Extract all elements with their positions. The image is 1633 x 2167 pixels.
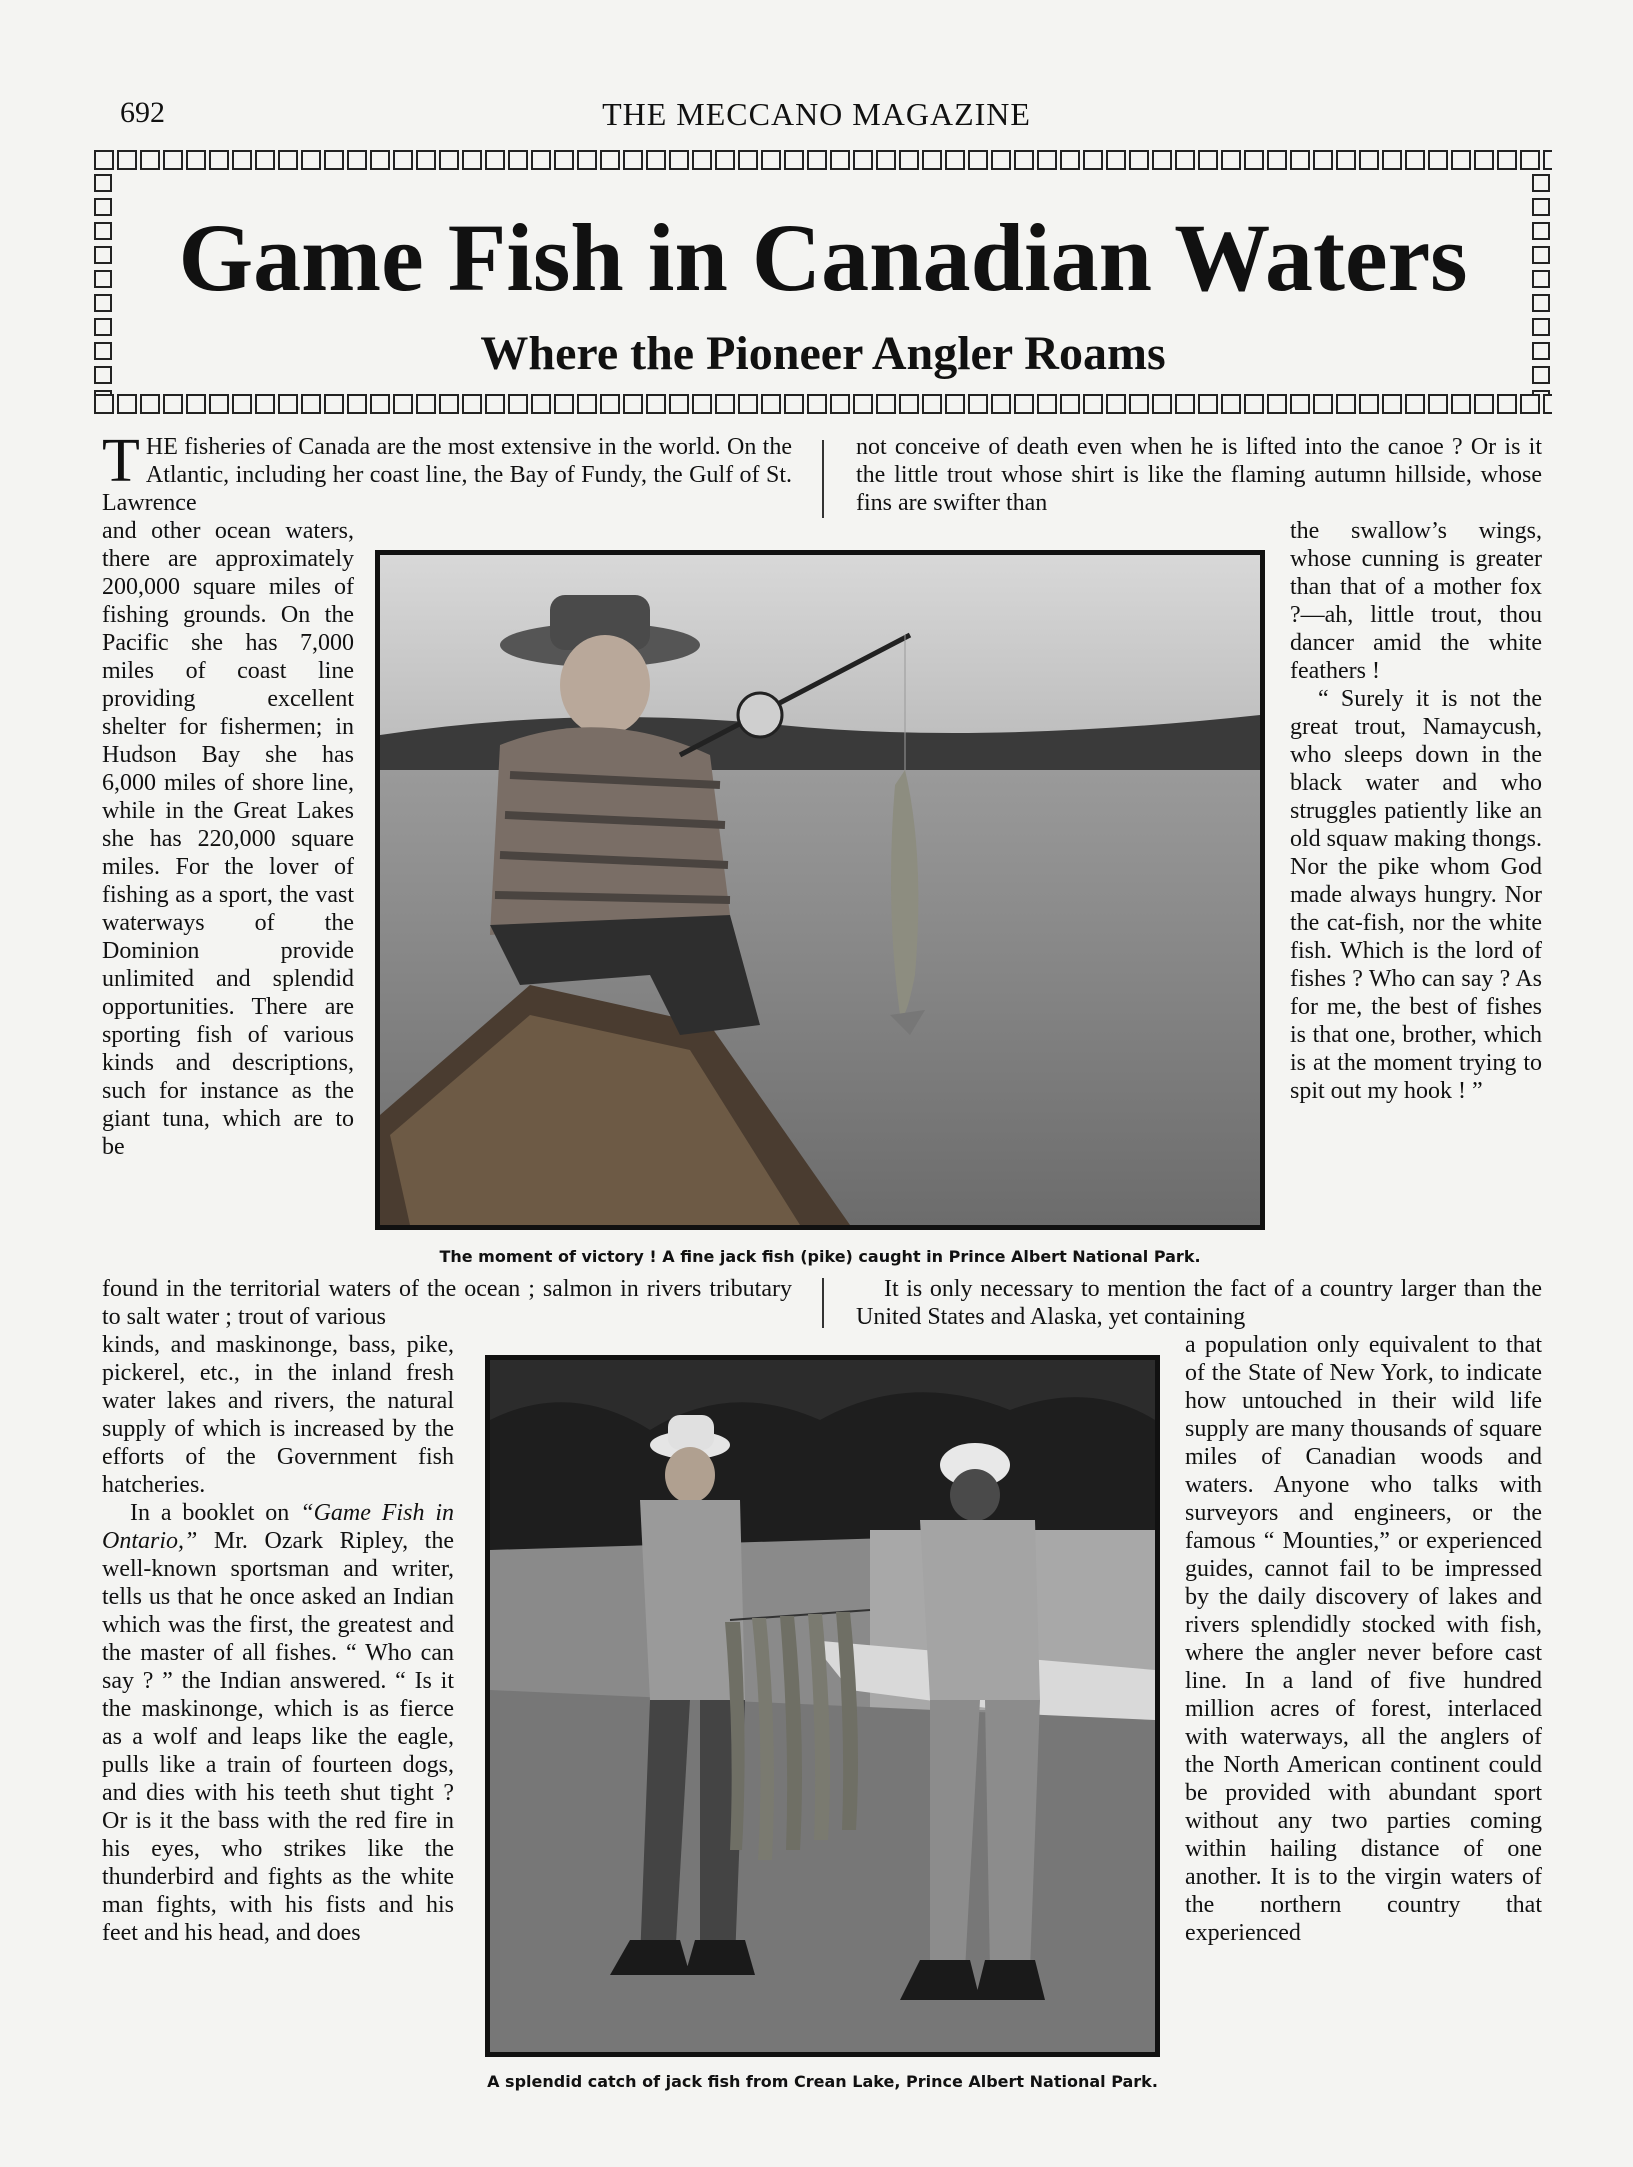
border-square: [1532, 174, 1550, 192]
left-narrow-column: and other ocean waters, there are approximately 200,000 square miles of fishing grounds. On the Pacific she has 7,000 miles of coast line providing excellent shelter for fishermen; in Hudson Bay she has 6,000 miles of shore line, while in the Great Lakes she has 220,000 square miles. For the lover of fishing as a sport, the vast waterways of the Dominion provide unlimited and splendid opportunities. There are sporting fish of various kinds and descriptions, such for instance as the giant tuna, which are to be: [102, 518, 354, 1160]
border-square: [1336, 394, 1356, 414]
border-square: [416, 394, 436, 414]
border-square: [140, 394, 160, 414]
article-title: Game Fish in Canadian Waters: [178, 204, 1468, 311]
border-square: [462, 150, 482, 170]
border-square: [1405, 150, 1425, 170]
border-square: [462, 394, 482, 414]
border-square: [1060, 394, 1080, 414]
border-square: [278, 150, 298, 170]
border-square: [830, 394, 850, 414]
border-square: [1129, 150, 1149, 170]
border-square: [94, 390, 112, 394]
border-square: [1532, 390, 1550, 394]
border-square: [1497, 150, 1517, 170]
border-square: [1198, 150, 1218, 170]
photo-catch-illustration: [490, 1360, 1155, 2052]
square-border-top: [94, 150, 1552, 174]
border-square: [416, 150, 436, 170]
article-subtitle: Where the Pioneer Angler Roams: [480, 327, 1166, 380]
border-square: [1474, 150, 1494, 170]
border-square: [692, 394, 712, 414]
border-square: [347, 394, 367, 414]
border-square: [577, 394, 597, 414]
border-square: [324, 150, 344, 170]
border-square: [1244, 394, 1264, 414]
middle-left-text: found in the territorial waters of the ocean ; salmon in rivers tributary to salt water ; trout of various: [102, 1276, 792, 1330]
right-lower-column: a population only equivalent to that of the State of New York, to indicate how untouched in their wild life supply are many thousands of square miles of Canadian woods and waters. Anyone who talks with surveyors and engineers, or the famous “ Mounties,” or experienced guides, cannot fail to be impressed by the daily discovery of lakes and rivers splendidly stocked with fish, where the angler never before cast line. In a land of five hundred million acres of forest, interlaced with waterways, all the anglers of the North American continent could be provided with abundant sport without any two parties coming within hailing distance of one another. It is to the virgin waters of the northern country that experienced: [1185, 1332, 1542, 1946]
border-square: [600, 150, 620, 170]
border-square: [1083, 394, 1103, 414]
border-square: [1405, 394, 1425, 414]
border-square: [232, 150, 252, 170]
border-square: [669, 150, 689, 170]
border-square: [991, 150, 1011, 170]
border-square: [485, 150, 505, 170]
border-square: [853, 150, 873, 170]
running-head: THE MECCANO MAGAZINE: [602, 96, 1031, 132]
border-square: [715, 394, 735, 414]
border-square: [922, 150, 942, 170]
border-square: [1014, 150, 1034, 170]
border-square: [255, 150, 275, 170]
border-square: [1152, 394, 1172, 414]
border-square: [623, 150, 643, 170]
border-square: [1198, 394, 1218, 414]
border-square: [1083, 150, 1103, 170]
border-square: [1543, 394, 1552, 414]
border-square: [600, 394, 620, 414]
border-square: [1221, 394, 1241, 414]
border-square: [1014, 394, 1034, 414]
border-square: [163, 394, 183, 414]
border-square: [991, 394, 1011, 414]
border-square: [1313, 150, 1333, 170]
border-square: [1175, 394, 1195, 414]
border-square: [1474, 394, 1494, 414]
border-square: [1290, 150, 1310, 170]
border-square: [485, 394, 505, 414]
left-lower-paragraph-2: [102, 1499, 454, 1947]
border-square: [899, 150, 919, 170]
border-square: [1428, 394, 1448, 414]
border-square: [830, 150, 850, 170]
photo-angler-illustration: [380, 555, 1260, 1225]
border-square: [140, 150, 160, 170]
photo-angler-caption: The moment of victory ! A fine jack fish (pike) caught in Prince Albert National Park.: [439, 1247, 1201, 1266]
border-square: [1359, 394, 1379, 414]
left-lower-post: Mr. Ozark Ripley, the well-known sportsman and writer, tells us that he once asked an Indian which was the first, the greatest and the master of all fishes. “ Who can say ? ” the Indian answered. “ Is it the maskinonge, which is as fierce as a wolf and leaps like the eagle, pulls like a train of fourteen dogs, and dies with his teeth shut tight ? Or is it the bass with the red fire in his eyes, who strikes like the thunderbird and fights as the white man fights, with his fists and his feet and his head, and does: [102, 1528, 454, 1946]
border-square: [1152, 150, 1172, 170]
border-square: [807, 394, 827, 414]
border-square: [1037, 394, 1057, 414]
border-square: [1221, 150, 1241, 170]
border-square: [945, 150, 965, 170]
border-square: [968, 150, 988, 170]
intro-right-text: not conceive of death even when he is lifted into the canoe ? Or is it the little trout whose shirt is like the flaming autumn hillside, whose fins are swifter than: [856, 434, 1542, 516]
border-square: [1244, 150, 1264, 170]
border-square: [94, 174, 112, 192]
border-square: [1382, 394, 1402, 414]
middle-right-body: It is only necessary to mention the fact of a country larger than the United States and Alaska, yet containing: [856, 1276, 1542, 1330]
border-square: [646, 394, 666, 414]
border-square: [209, 394, 229, 414]
border-square: [807, 150, 827, 170]
title-box: [94, 150, 1552, 418]
right-narrow-paragraph-1: the swallow’s wings, whose cunning is greater than that of a mother fox ?—ah, little trout, thou dancer amid the white feathers !: [1290, 518, 1542, 684]
border-square: [1382, 150, 1402, 170]
border-square: [692, 150, 712, 170]
border-square: [370, 150, 390, 170]
border-square: [922, 394, 942, 414]
border-square: [324, 394, 344, 414]
border-square: [1106, 394, 1126, 414]
booklet-title: “Game Fish in Ontario,”: [102, 1500, 455, 1554]
border-square: [761, 150, 781, 170]
border-square: [853, 394, 873, 414]
page-number: 692: [120, 96, 165, 129]
border-square: [554, 150, 574, 170]
border-square: [393, 394, 413, 414]
border-square: [669, 394, 689, 414]
border-square: [1175, 150, 1195, 170]
border-square: [209, 150, 229, 170]
border-square: [876, 394, 896, 414]
border-square: [1106, 150, 1126, 170]
border-square: [117, 394, 137, 414]
border-square: [278, 394, 298, 414]
border-square: [715, 150, 735, 170]
border-square: [232, 394, 252, 414]
border-square: [1129, 394, 1149, 414]
photo-jack-fish-catch: [485, 1355, 1160, 2057]
border-square: [1497, 394, 1517, 414]
border-square: [1313, 394, 1333, 414]
border-square: [784, 394, 804, 414]
border-square: [968, 394, 988, 414]
border-square: [186, 394, 206, 414]
square-border-bottom: [94, 394, 1552, 418]
column-divider-middle: [822, 1278, 824, 1328]
border-square: [117, 150, 137, 170]
border-square: [370, 394, 390, 414]
border-square: [508, 394, 528, 414]
border-square: [531, 394, 551, 414]
intro-left-text: [102, 427, 792, 517]
border-square: [554, 394, 574, 414]
border-square: [1267, 394, 1287, 414]
border-square: [761, 394, 781, 414]
border-square: [1543, 150, 1552, 170]
border-square: [1520, 150, 1540, 170]
left-lower-pre: In a booklet on: [130, 1500, 301, 1526]
column-divider-top: [822, 440, 824, 518]
border-square: [876, 150, 896, 170]
border-square: [899, 394, 919, 414]
left-lower-column: [102, 1331, 454, 1947]
border-square: [301, 150, 321, 170]
border-square: [255, 394, 275, 414]
border-square: [738, 394, 758, 414]
border-square: [1037, 150, 1057, 170]
middle-right-text: [856, 1275, 1542, 1331]
border-square: [393, 150, 413, 170]
border-square: [1520, 394, 1540, 414]
border-square: [646, 150, 666, 170]
border-square: [1267, 150, 1287, 170]
border-square: [1060, 150, 1080, 170]
border-square: [577, 150, 597, 170]
border-square: [738, 150, 758, 170]
right-narrow-paragraph-2: “ Surely it is not the great trout, Namaycush, who sleeps down in the black water and who struggles patiently like an old squaw making thongs. Nor the pike whom God made always hungry. Nor the cat-fish, nor the white fish. Which is the lord of fishes ? Who can say ? As for me, the best of fishes is that one, brother, which is at the moment trying to spit out my hook ! ”: [1290, 686, 1542, 1104]
border-square: [623, 394, 643, 414]
right-narrow-column: [1290, 517, 1542, 1105]
border-square: [508, 150, 528, 170]
photo-catch-caption: A splendid catch of jack fish from Crean Lake, Prince Albert National Park.: [487, 2072, 1158, 2091]
border-square: [1428, 150, 1448, 170]
border-square: [439, 394, 459, 414]
border-square: [186, 150, 206, 170]
intro-left-body: HE fisheries of Canada are the most extensive in the world. On the Atlantic, including her coast line, the Bay of Fundy, the Gulf of St. Lawrence: [102, 434, 792, 516]
border-square: [301, 394, 321, 414]
border-square: [1336, 150, 1356, 170]
left-lower-paragraph-1: kinds, and maskinonge, bass, pike, pickerel, etc., in the inland fresh water lakes and rivers, the natural supply of which is increased by the efforts of the Government fish hatcheries.: [102, 1332, 454, 1498]
border-square: [1451, 394, 1471, 414]
border-square: [531, 150, 551, 170]
border-square: [163, 150, 183, 170]
border-square: [94, 394, 114, 414]
border-square: [1359, 150, 1379, 170]
border-square: [94, 150, 114, 170]
border-square: [1290, 394, 1310, 414]
drop-cap: T: [102, 427, 140, 495]
border-square: [945, 394, 965, 414]
border-square: [439, 150, 459, 170]
border-square: [1451, 150, 1471, 170]
border-square: [784, 150, 804, 170]
photo-angler-with-pike: [375, 550, 1265, 1230]
border-square: [347, 150, 367, 170]
